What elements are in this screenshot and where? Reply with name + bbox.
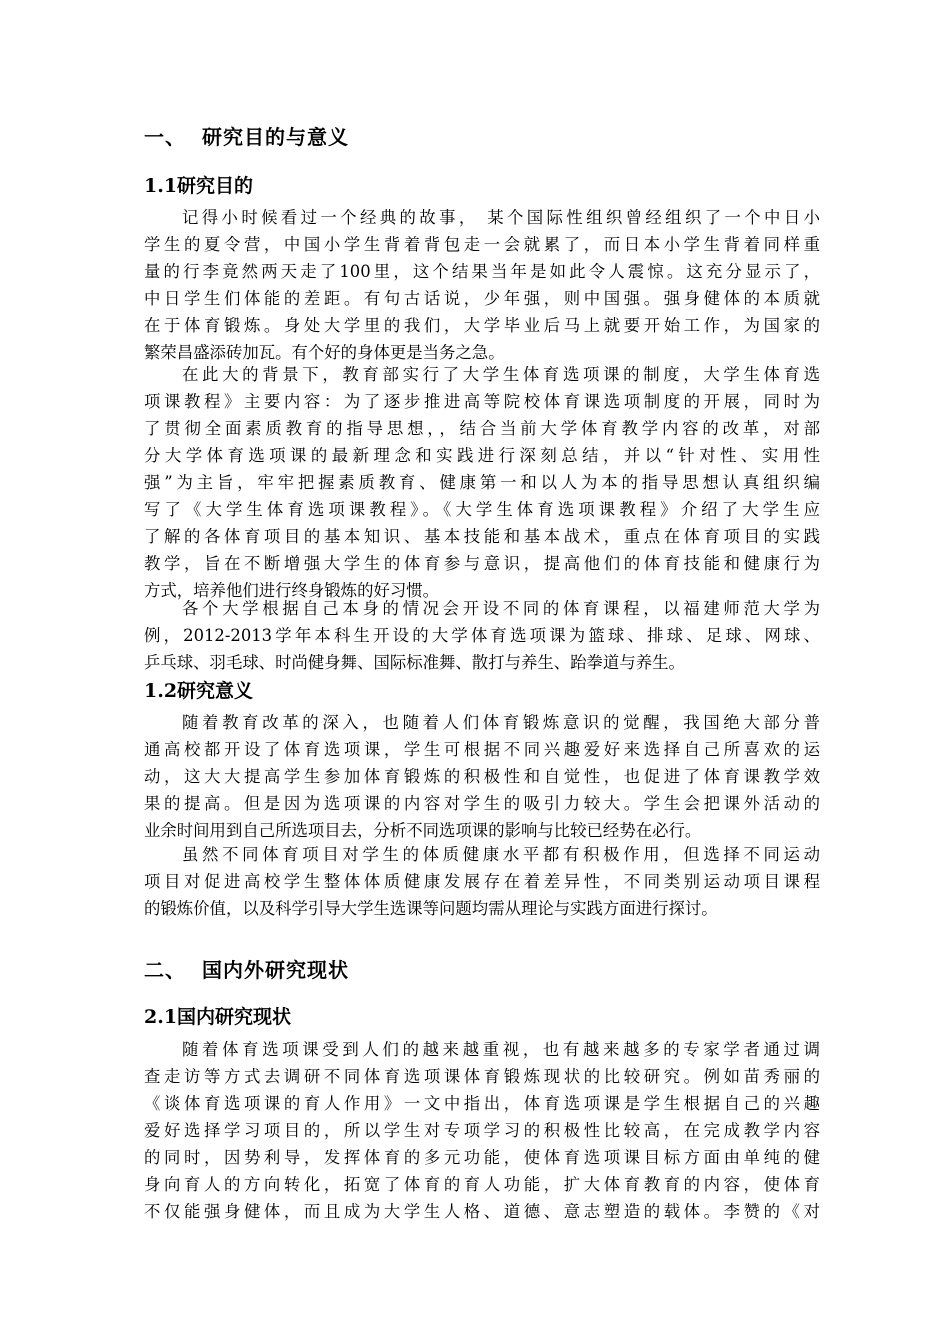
text-line: 《谈体育选项课的育人作用》一文中指出，体育选项课是学生根据自己的兴趣	[144, 1094, 820, 1113]
text-line: 方式，培养他们进行终身锻炼的好习惯。	[144, 581, 440, 600]
text-line: 虽然不同体育项目对学生的体质健康水平都有积极作用，但选择不同运动	[182, 845, 820, 864]
text-line: 在于体育锻炼。身处大学里的我们，大学毕业后马上就要开始工作，为国家的	[144, 316, 820, 335]
subsection-heading: 1.2研究意义	[144, 680, 254, 702]
text-line: 通高校都开设了体育选项课，学生可根据不同兴趣爱好来选择自己所喜欢的运	[144, 740, 820, 759]
paragraph	[144, 361, 820, 604]
text-line: 繁荣昌盛添砖加瓦。有个好的身体更是当务之急。	[144, 343, 505, 362]
text-line: 业余时间用到自己所选项目去，分析不同选项课的影响与比较已经势在必行。	[144, 821, 702, 840]
text-line: 各个大学根据自己本身的情况会开设不同的体育课程，以福建师范大学为	[182, 599, 820, 618]
text-line: 学生的夏令营，中国小学生背着背包走一会就累了，而日本小学生背着同样重	[144, 235, 820, 254]
text-line: 乒乓球、羽毛球、时尚健身舞、国际标准舞、散打与养生、跆拳道与养生。	[144, 653, 685, 672]
text-line: 中日学生们体能的差距。有句古话说，少年强，则中国强。强身健体的本质就	[144, 289, 820, 308]
text-line: 随着体育选项课受到人们的越来越重视，也有越来越多的专家学者通过调	[182, 1040, 820, 1059]
text-line: 项课教程》主要内容：为了逐步推进高等院校体育课选项制度的开展，同时为	[144, 392, 820, 411]
paragraph	[144, 204, 820, 366]
text-line: 动，这大大提高学生参加体育锻炼的积极性和自觉性，也促进了体育课教学效	[144, 767, 820, 786]
subsection-heading: 1.1研究目的	[144, 175, 254, 197]
text-line: 分大学体育选项课的最新理念和实践进行深刻总结，并以“针对性、实用性	[144, 446, 820, 465]
section-heading	[144, 124, 349, 150]
section-title: 国内外研究现状	[202, 958, 349, 982]
text-line: 随着教育改革的深入，也随着人们体育锻炼意识的觉醒，我国绝大部分普	[182, 713, 820, 732]
text-line: 记得小时候看过一个经典的故事， 某个国际性组织曾经组织了一个中日小	[182, 208, 820, 227]
text-line: 的同时，因势利导，发挥体育的多元功能，使体育选项课目标方面由单纯的健	[144, 1148, 820, 1167]
paragraph	[144, 1036, 820, 1225]
text-line: 量的行李竟然两天走了100里，这个结果当年是如此令人震惊。这充分显示了，	[144, 262, 820, 281]
section-heading	[144, 957, 349, 983]
text-line: 在此大的背景下，教育部实行了大学生体育选项课的制度，大学生体育选	[182, 365, 820, 384]
text-line: 了贯彻全面素质教育的指导思想，，结合当前大学体育教学内容的改革，对部	[144, 419, 820, 438]
text-line: 强”为主旨，牢牢把握素质教育、健康第一和以人为本的指导思想认真组织编	[144, 473, 820, 492]
text-line: 写了《大学生体育选项课教程》。《大学生体育选项课教程》介绍了大学生应	[144, 500, 820, 519]
section-number: 一、	[144, 125, 186, 149]
text-line: 查走访等方式去调研不同体育选项课体育锻炼现状的比较研究。例如苗秀丽的	[144, 1067, 820, 1086]
subsection-heading: 2.1国内研究现状	[144, 1006, 292, 1028]
text-line: 了解的各体育项目的基本知识、基本技能和基本战术，重点在体育项目的实践	[144, 527, 820, 546]
section-title: 研究目的与意义	[202, 125, 349, 149]
paragraph	[144, 595, 820, 676]
text-line: 果的提高。但是因为选项课的内容对学生的吸引力较大。学生会把课外活动的	[144, 794, 820, 813]
text-line: 爱好选择学习项目的，所以学生对专项学习的积极性比较高，在完成教学内容	[144, 1121, 820, 1140]
paragraph	[144, 709, 820, 844]
text-line: 例，2012-2013学年本科生开设的大学体育选项课为篮球、排球、足球、网球、	[144, 626, 820, 645]
paragraph	[144, 841, 820, 922]
text-line: 项目对促进高校学生整体体质健康发展存在着差异性，不同类别运动项目课程	[144, 872, 820, 891]
text-line: 不仅能强身健体，而且成为大学生人格、道德、意志塑造的载体。李赞的《对	[144, 1202, 820, 1221]
text-line: 身向育人的方向转化，拓宽了体育的育人功能，扩大体育教育的内容，使体育	[144, 1175, 820, 1194]
section-number: 二、	[144, 958, 186, 982]
text-line: 教学，旨在不断增强大学生的体育参与意识，提高他们的体育技能和健康行为	[144, 554, 820, 573]
text-line: 的锻炼价值，以及科学引导大学生选课等问题均需从理论与实践方面进行探讨。	[144, 899, 718, 918]
